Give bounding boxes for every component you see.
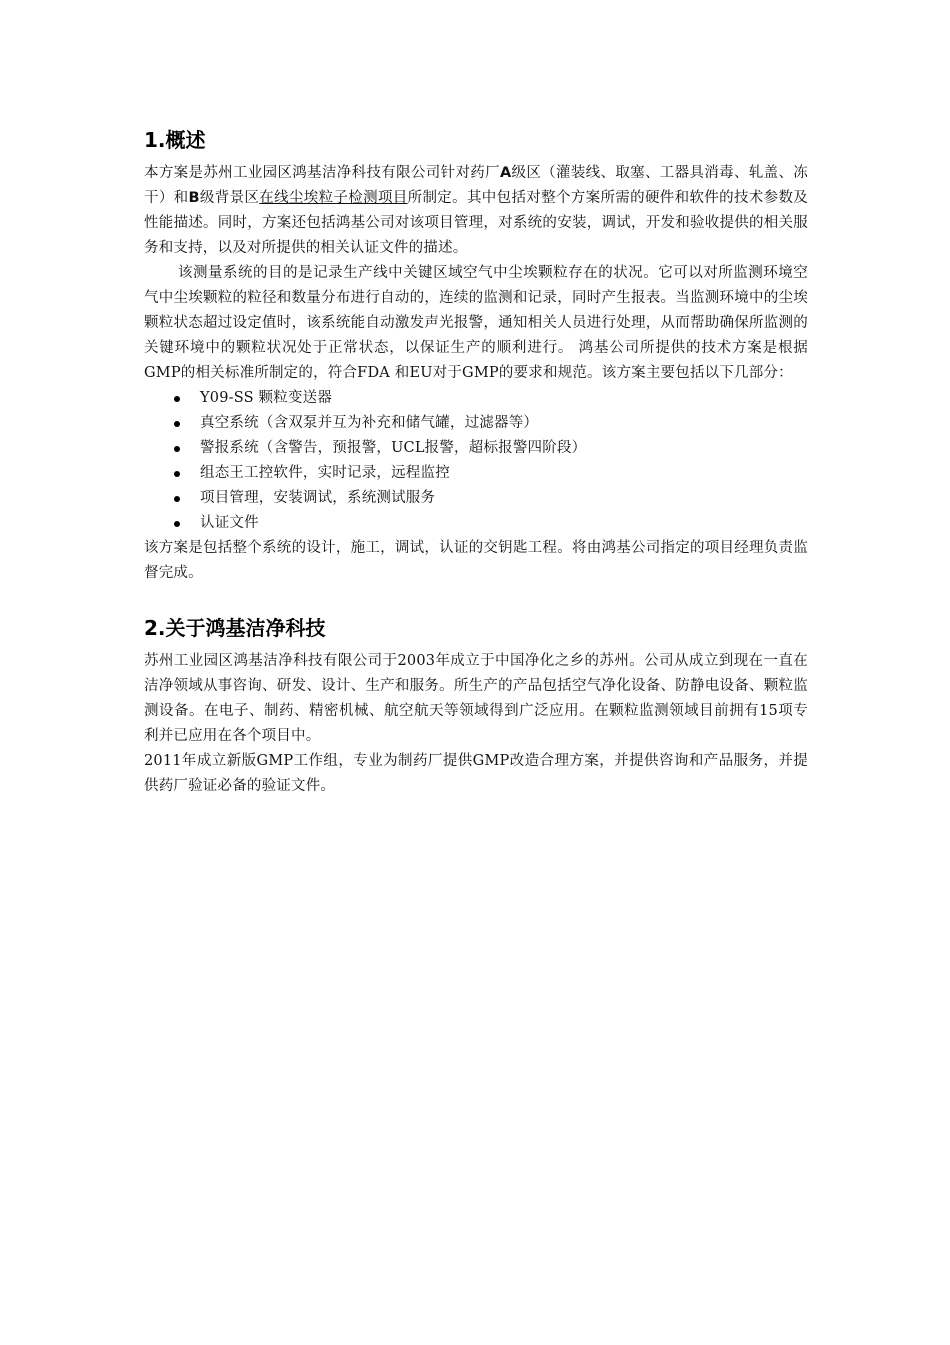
section-about-heading: 2.关于鸿基洁净科技 <box>144 616 326 640</box>
list-item <box>144 461 808 486</box>
bullet-icon <box>174 471 180 477</box>
list-item <box>144 411 808 436</box>
section-spacer <box>144 586 808 613</box>
list-item-text: 警报系统（含警告，预报警，UCL报警，超标报警四阶段） <box>200 440 587 456</box>
about-paragraph-1: 苏州工业园区鸿基洁净科技有限公司于2003年成立于中国净化之乡的苏州。公司从成立到现在一直在洁净领域从事咨询、研发、设计、生产和服务。所生产的产品包括空气净化设备、防静电设备、颗粒监测设备。在电子、制药、精密机械、航空航天等领域得到广泛应用。在颗粒监测领域目前拥有15项专利并已应用在各个项目中。 <box>144 653 808 744</box>
document-content <box>144 125 808 799</box>
list-item-text: 项目管理，安装调试，系统测试服务 <box>200 490 436 506</box>
list-item <box>144 436 808 461</box>
list-item <box>144 386 808 411</box>
list-item <box>144 486 808 511</box>
overview-p1-part3: 级背景区 <box>199 190 260 206</box>
overview-p1-part2: 级区（灌装线、取塞、工器具消毒、轧盖、冻干）和 <box>144 165 808 206</box>
list-item <box>144 511 808 536</box>
bullet-icon <box>174 446 180 452</box>
about-paragraph-2: 2011年成立新版GMP工作组，专业为制药厂提供GMP改造合理方案，并提供咨询和产品服务，并提供药厂验证必备的验证文件。 <box>144 753 808 794</box>
list-item-text: 真空系统（含双泵并互为补充和储气罐，过滤器等） <box>200 415 539 431</box>
bullet-icon <box>174 396 180 402</box>
overview-project-name: 在线尘埃粒子检测项目 <box>259 190 408 206</box>
overview-p1-part4: 所制定。其中包括对整个方案所需的硬件和软件的技术参数及性能描述。同时，方案还包括鸿基公司对该项目管理，对系统的安装，调试，开发和验收提供的相关服务和支持，以及对所提供的相关认证文件的描述。 <box>144 190 808 256</box>
section-overview <box>144 125 808 586</box>
overview-grade-b: B <box>188 190 200 206</box>
list-item-text: 认证文件 <box>200 515 259 531</box>
list-item-text: Y09-SS 颗粒变送器 <box>200 390 333 406</box>
section-overview-heading: 1.概述 <box>144 128 206 152</box>
section-about <box>144 613 808 799</box>
bullet-icon <box>174 521 180 527</box>
bullet-icon <box>174 421 180 427</box>
overview-paragraph-3: 该方案是包括整个系统的设计，施工，调试，认证的交钥匙工程。将由鸿基公司指定的项目经理负责监督完成。 <box>144 540 808 581</box>
list-item-text: 组态王工控软件，实时记录，远程监控 <box>200 465 450 481</box>
overview-p1-part1: 本方案是苏州工业园区鸿基洁净科技有限公司针对药厂 <box>144 165 500 181</box>
bullet-icon <box>174 496 180 502</box>
overview-grade-a: A <box>499 165 512 181</box>
overview-paragraph-2: 该测量系统的目的是记录生产线中关键区域空气中尘埃颗粒存在的状况。它可以对所监测环境空气中尘埃颗粒的粒径和数量分布进行自动的，连续的监测和记录，同时产生报表。当监测环境中的尘埃颗粒状态超过设定值时，该系统能自动激发声光报警，通知相关人员进行处理，从而帮助确保所监测的关键环境中的颗粒状况处于正常状态，以保证生产的顺利进行。 鸿基公司所提供的技术方案是根据GMP的相关标准所制定的，符合FDA 和EU对于GMP的要求和规范。该方案主要包括以下几部分： <box>144 265 808 381</box>
overview-paragraph-1 <box>144 161 808 261</box>
overview-bullet-list <box>144 386 808 536</box>
